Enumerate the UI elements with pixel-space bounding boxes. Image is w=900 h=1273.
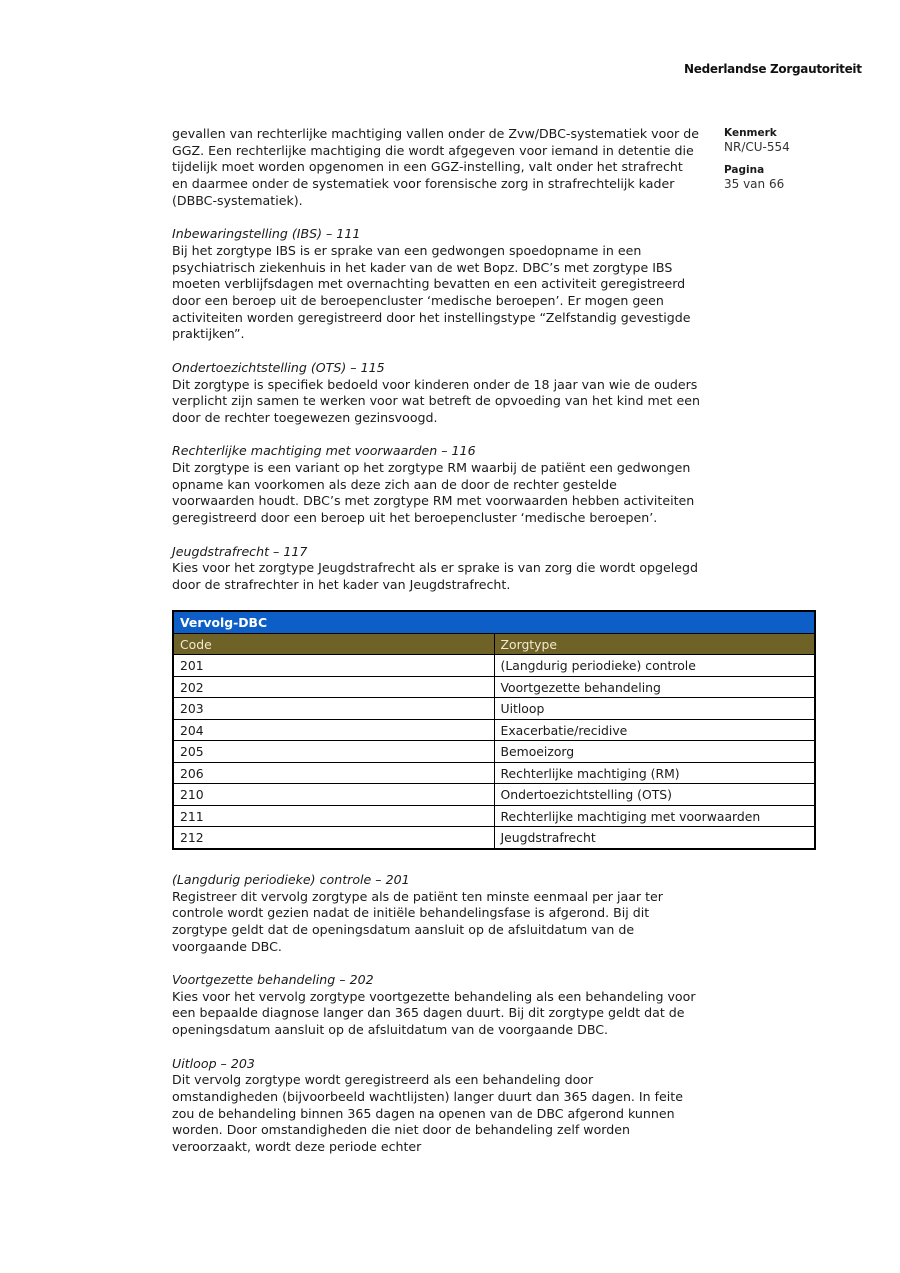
cell-code: 203 [173,698,494,720]
nza-logo: Nederlandse Zorgautoriteit [684,62,862,76]
section-body-ibs-111: Bij het zorgtype IBS is er sprake van een gedwongen spoedopname in een psychiatrisch ziekenhuis in het kader van de wet Bopz. DBC’s met zorgtype IBS moeten verblijfsdagen met overnachting bevatten en een activiteit geregistreerd door een beroep uit de beroepencluster ‘medische beroepen’. Er mogen geen activiteiten worden geregistreerd door het instellingstype “Zelfstandig gevestigde praktijken”. [172,242,691,342]
cell-zorgtype: Bemoeizorg [494,741,815,763]
pagina-value: 35 van 66 [724,177,785,191]
section-body-ots-115: Dit zorgtype is specifiek bedoeld voor kinderen onder de 18 jaar van wie de ouders verplicht zijn samen te werken voor wat betreft de opvoeding van het kind met een door de rechter toegewezen gezinsvoogd. [172,376,700,425]
column-header-code: Code [173,633,494,655]
table-header-row [173,633,815,655]
section-heading-ots-115: Ondertoezichtstelling (OTS) – 115 [172,359,385,375]
cell-code: 206 [173,762,494,784]
section-heading-jeugdstrafrecht-117: Jeugdstrafrecht – 117 [172,543,308,559]
section-heading-controle-201: (Langdurig periodieke) controle – 201 [172,871,410,887]
cell-code: 211 [173,805,494,827]
cell-code: 204 [173,719,494,741]
table-row [173,719,815,741]
intro-paragraph: gevallen van rechterlijke machtiging vallen onder de Zvw/DBC-systematiek voor de GGZ. Een rechterlijke machtiging die wordt afgegeven voor iemand in detentie die tijdelijk moet worden opgenomen in een GGZ-instelling, valt onder het strafrecht en daarmee onder de systematiek voor forensische zorg in strafrechtelijk kader (DBBC-systematiek). [172,126,699,208]
section-body-controle-201: Registreer dit vervolg zorgtype als de patiënt ten minste eenmaal per jaar ter controle wordt gezien nadat de initiële behandelingsfase is afgerond. Bij dit zorgtype geldt dat de openingsdatum aansluit op de afsluitdatum van de voorgaande DBC. [172,888,663,954]
table-title: Vervolg-DBC [173,611,815,633]
table-row [173,827,815,849]
table-row [173,805,815,827]
cell-zorgtype: Uitloop [494,698,815,720]
cell-zorgtype: Ondertoezichtstelling (OTS) [494,784,815,806]
cell-zorgtype: Voortgezette behandeling [494,676,815,698]
column-header-zorgtype: Zorgtype [494,633,815,655]
table-row [173,741,815,763]
table-row [173,784,815,806]
cell-code: 212 [173,827,494,849]
page-meta-sidebar [724,127,874,201]
kenmerk-value: NR/CU-554 [724,140,790,154]
section-body-voortgezette-202: Kies voor het vervolg zorgtype voortgezette behandeling als een behandeling voor een bepaalde diagnose langer dan 365 dagen duurt. Bij dit zorgtype geldt dat de openingsdatum aansluit op de afsluitdatum van de voorgaande DBC. [172,988,696,1038]
cell-code: 202 [173,676,494,698]
table-row [173,655,815,677]
section-heading-uitloop-203: Uitloop – 203 [172,1055,255,1071]
kenmerk-label: Kenmerk [724,127,777,139]
section-heading-ibs-111: Inbewaringstelling (IBS) – 111 [172,226,361,242]
table-row [173,676,815,698]
cell-code: 205 [173,741,494,763]
cell-zorgtype: Rechterlijke machtiging met voorwaarden [494,805,815,827]
section-heading-voortgezette-202: Voortgezette behandeling – 202 [172,972,374,988]
cell-zorgtype: Jeugdstrafrecht [494,827,815,849]
pagina-label: Pagina [724,164,765,176]
table-row [173,762,815,784]
section-body-rm-voorwaarden-116: Dit zorgtype is een variant op het zorgtype RM waarbij de patiënt een gedwongen opname kan voorkomen als deze zich aan de door de rechter gestelde voorwaarden houdt. DBC’s met zorgtype RM met voorwaarden hebben activiteiten geregistreerd door een beroep uit het beroepencluster ‘medische beroepen’. [172,460,695,526]
cell-zorgtype: Exacerbatie/recidive [494,719,815,741]
table-title-row [173,611,815,633]
section-heading-rm-voorwaarden-116: Rechterlijke machtiging met voorwaarden – 116 [172,443,476,459]
cell-zorgtype: Rechterlijke machtiging (RM) [494,762,815,784]
section-body-jeugdstrafrecht-117: Kies voor het zorgtype Jeugdstrafrecht als er sprake is van zorg die wordt opgelegd door de strafrechter in het kader van Jeugdstrafrecht. [172,560,699,592]
vervolg-dbc-table [172,610,816,850]
cell-zorgtype: (Langdurig periodieke) controle [494,655,815,677]
table-row [173,698,815,720]
cell-code: 210 [173,784,494,806]
cell-code: 201 [173,655,494,677]
section-body-uitloop-203: Dit vervolg zorgtype wordt geregistreerd als een behandeling door omstandigheden (bijvoorbeeld wachtlijsten) langer duurt dan 365 dagen. In feite zou de behandeling binnen 365 dagen na openen van de DBC afgerond kunnen worden. Door omstandigheden die niet door de behandeling zelf worden veroorzaakt, wordt deze periode echter [172,1072,683,1155]
